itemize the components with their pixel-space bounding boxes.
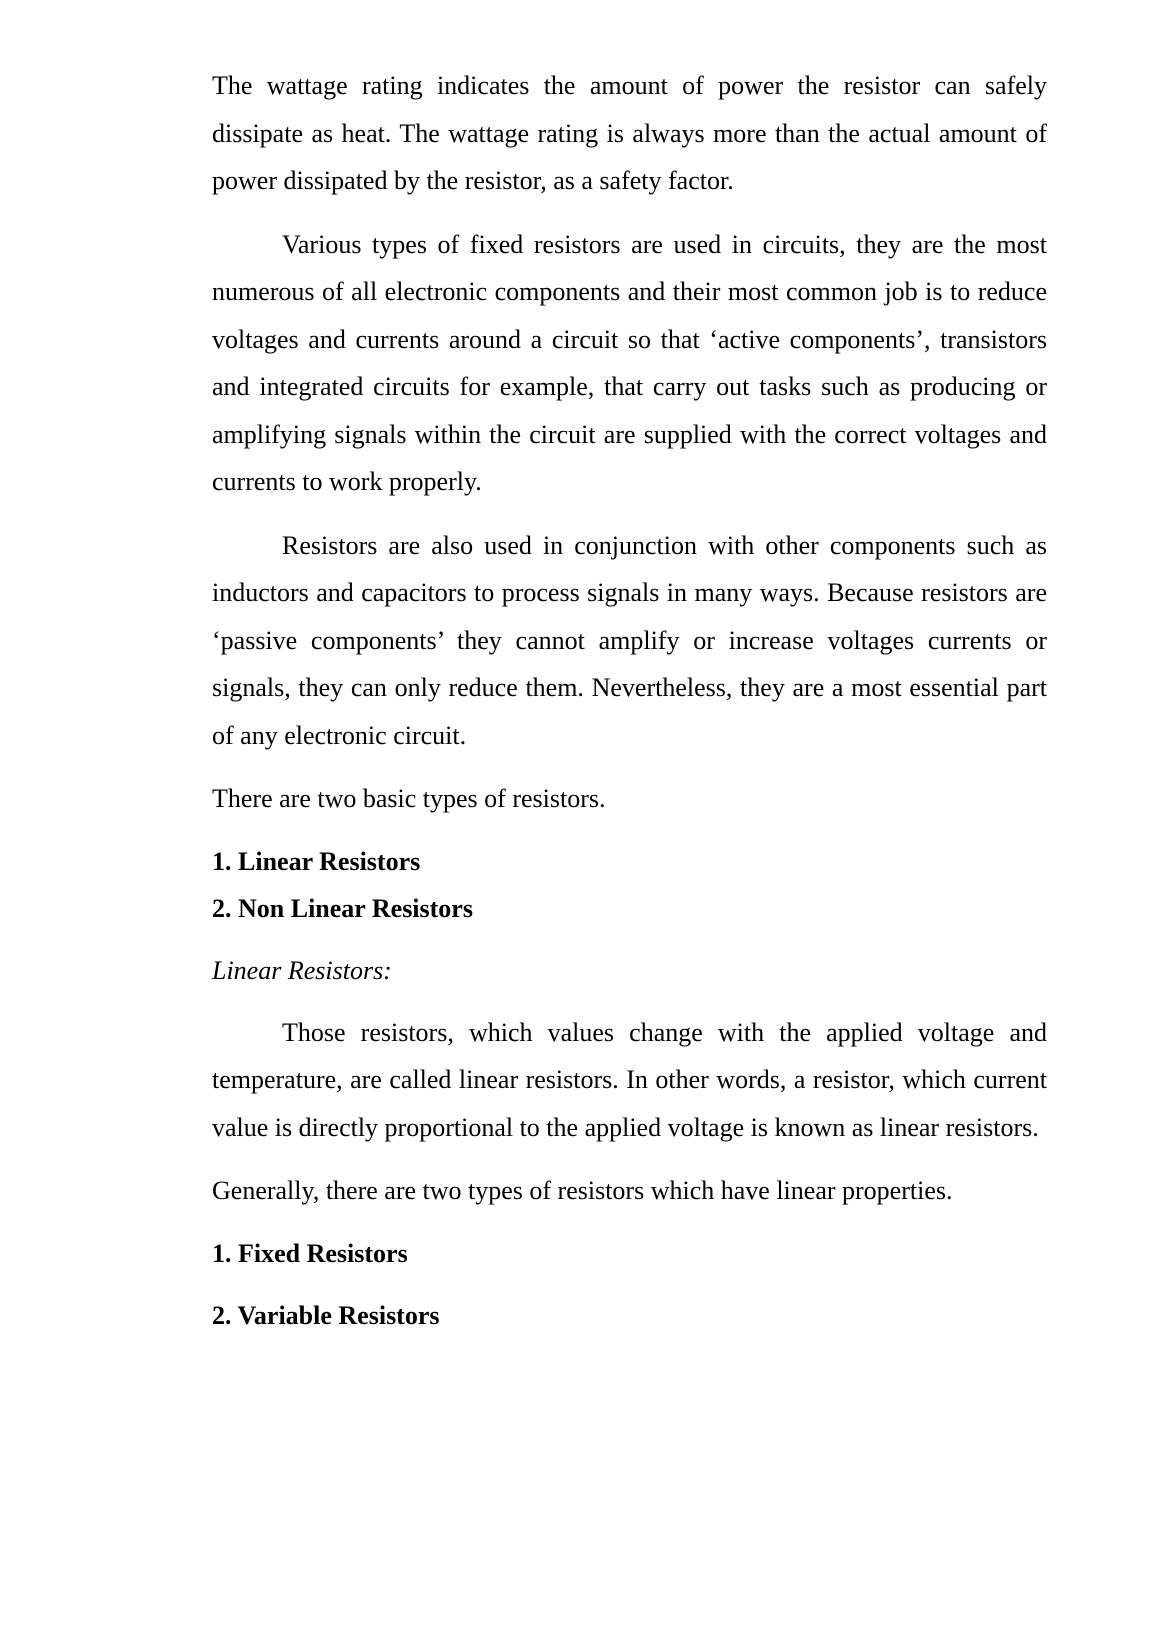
paragraph-two-basic-types: There are two basic types of resistors. xyxy=(212,784,606,813)
list-item-non-linear-resistors: 2. Non Linear Resistors xyxy=(212,893,473,923)
paragraph-resistors-conjunction: Resistors are also used in conjunction with other components such as inductors and capacitors to process signals in many ways. Because resistors are ‘passive components’ they cannot amplify or increase voltages currents or signals, they can only reduce them. Nevertheless, they are a most essential part of any electronic circuit. xyxy=(212,530,1047,750)
subheading-linear-resistors: Linear Resistors: xyxy=(212,955,392,985)
list-item-fixed-resistors: 1. Fixed Resistors xyxy=(212,1238,408,1268)
paragraph-linear-types: Generally, there are two types of resistors which have linear properties. xyxy=(212,1176,953,1205)
list-item-linear-resistors: 1. Linear Resistors xyxy=(212,846,421,876)
list-item-variable-resistors: 2. Variable Resistors xyxy=(212,1300,440,1330)
paragraph-fixed-resistors-usage: Various types of fixed resistors are used in circuits, they are the most numerous of all electronic components and their most common job is to reduce voltages and currents around a circuit so that ‘active components’, transistors and integrated circuits for example, that carry out tasks such as producing or amplifying signals within the circuit are supplied with the correct voltages and currents to work properly. xyxy=(212,229,1047,496)
paragraph-linear-resistors-definition: Those resistors, which values change with the applied voltage and temperature, are called linear resistors. In other words, a resistor, which current value is directly proportional to the applied voltage is known as linear resistors. xyxy=(212,1017,1047,1142)
document-body xyxy=(212,62,1047,1339)
paragraph-wattage-rating: The wattage rating indicates the amount of power the resistor can safely dissipate as heat. The wattage rating is always more than the actual amount of power dissipated by the resistor, as a safety factor. xyxy=(212,71,1047,195)
